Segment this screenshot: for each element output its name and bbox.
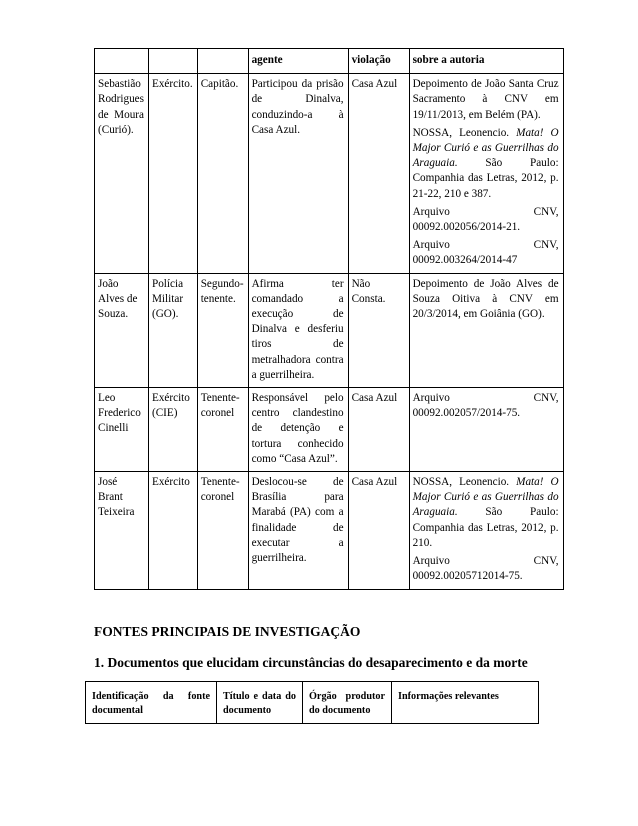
- source-publisher: São Paulo: Companhia das Letras, 2012, p. 210.: [412, 506, 559, 549]
- section-title: FONTES PRINCIPAIS DE INVESTIGAÇÃO: [94, 624, 361, 639]
- conduct-cell: Deslocou-se de Brasília para Marabá (PA) com a finalidade de executar a guerrilheira.: [248, 472, 348, 589]
- header-cell: sobre a autoria: [409, 49, 563, 74]
- rank-cell: Tenente-coronel: [197, 388, 248, 472]
- agent-name-cell: José Brant Teixeira: [95, 472, 149, 589]
- header-cell: [197, 49, 248, 74]
- sources-cell: [409, 472, 563, 589]
- table-row: [95, 388, 564, 472]
- rank-cell: Capitão.: [197, 74, 248, 273]
- sources-cell: [409, 273, 563, 387]
- conduct-cell: Afirma ter comandado a execução de Dinalva e desferiu tiros de metralhadora contra a guerrilheira.: [248, 273, 348, 387]
- agency-cell: Polícia Militar (GO).: [148, 273, 197, 387]
- conduct-cell: Participou da prisão de Dinalva, conduzindo-a à Casa Azul.: [248, 74, 348, 273]
- source-book-title: Mata! O Major Curió e as Guerrilhas do Araguaia.: [412, 126, 559, 170]
- header-cell: [148, 49, 197, 74]
- source-author: NOSSA, Leonencio.: [412, 476, 517, 489]
- source-entry: Arquivo CNV, 00092.003264/2014-47: [412, 239, 559, 267]
- documents-table: [85, 681, 539, 724]
- violation-location-cell: Casa Azul: [348, 388, 409, 472]
- header-cell: violação: [348, 49, 409, 74]
- source-entry: Arquivo CNV, 00092.002057/2014-75.: [412, 392, 559, 420]
- source-entry: [413, 475, 559, 551]
- subsection-title: 1. Documentos que elucidam circunstâncias do desaparecimento e da morte: [94, 655, 528, 670]
- violation-location-cell: Casa Azul: [348, 74, 409, 273]
- header-cell: agente: [248, 49, 348, 74]
- agent-name-cell: João Alves de Souza.: [95, 273, 149, 387]
- header-cell: Órgão produtor do documento: [303, 682, 392, 724]
- responsibility-table: [94, 48, 564, 590]
- agent-name-cell: Sebastião Rodrigues de Moura (Curió).: [95, 74, 149, 273]
- rank-cell: Segundo-tenente.: [197, 273, 248, 387]
- agent-name-cell: Leo Frederico Cinelli: [95, 388, 149, 472]
- sources-cell: [409, 388, 563, 472]
- table-row: [95, 472, 564, 589]
- table-header-row: [95, 49, 564, 74]
- violation-location-cell: Casa Azul: [348, 472, 409, 589]
- sources-cell: [409, 74, 563, 273]
- table-row: [95, 74, 564, 273]
- source-entry: Depoimento de João Santa Cruz Sacramento à CNV em 19/11/2013, em Belém (PA).: [412, 78, 559, 121]
- conduct-cell: Responsável pelo centro clandestino de detenção e tortura conhecido como “Casa Azul”.: [248, 388, 348, 472]
- table-row: [95, 273, 564, 387]
- rank-cell: Tenente-coronel: [197, 472, 248, 589]
- header-cell: Identificação da fonte documental: [86, 682, 217, 724]
- source-entry: Arquivo CNV, 00092.002056/2014-21.: [412, 205, 559, 234]
- source-publisher: São Paulo: Companhia das Letras, 2012, p. 21-22, 210 e 387.: [412, 157, 559, 200]
- header-cell: [95, 49, 149, 74]
- agency-cell: Exército (CIE): [148, 388, 197, 472]
- source-entry: Arquivo CNV, 00092.00205712014-75.: [412, 555, 559, 583]
- violation-location-cell: Não Consta.: [348, 273, 409, 387]
- source-entry: Depoimento de João Alves de Souza Oitiva à CNV em 20/3/2014, em Goiânia (GO).: [412, 277, 559, 321]
- source-book-title: Mata! O Major Curió e as Guerrilhas do Araguaia.: [412, 476, 559, 519]
- table-header-row: [86, 682, 539, 724]
- agency-cell: Exército: [148, 472, 197, 589]
- header-cell: Informações relevantes: [392, 682, 539, 724]
- source-entry: [413, 126, 559, 202]
- source-author: NOSSA, Leonencio.: [412, 126, 517, 139]
- agency-cell: Exército.: [148, 74, 197, 273]
- header-cell: Título e data do documento: [217, 682, 303, 724]
